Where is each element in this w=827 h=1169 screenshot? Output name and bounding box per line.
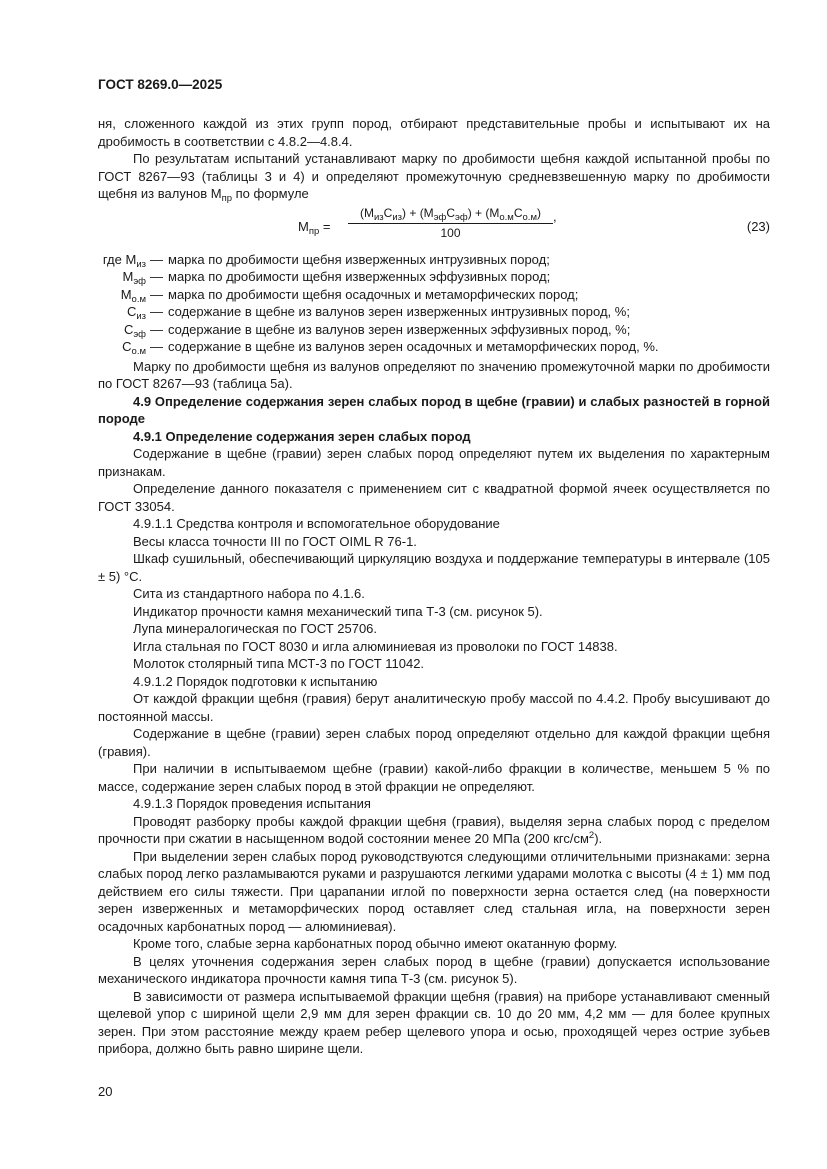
legend-dash: — xyxy=(150,269,163,284)
section-heading-4-9: 4.9 Определение содержания зерен слабых пород в щебне (гравии) и слабых разностей в горной породе xyxy=(98,393,770,426)
text: по формуле xyxy=(232,186,309,201)
formula-fraction xyxy=(348,205,553,243)
document-header: ГОСТ 8269.0—2025 xyxy=(98,77,223,92)
paragraph-intro: ня, сложенного каждой из этих групп пород, отбирают представительные пробы и испытывают их на дробимость в соответствии с 4.8.2—4.8.4. xyxy=(98,116,770,149)
legend-row xyxy=(98,338,770,356)
legend-text: марка по дробимости щебня изверженных интрузивных пород; xyxy=(168,251,550,267)
test-paragraph: В зависимости от размера испытываемой фракции щебня (гравия) на приборе устанавливают сменный щелевой упор с шириной щели 2,9 мм для зерен фракции св. 10 до 20 мм, 4,2 мм — для более крупных зерен. При этом расстояние между краем ребер щелевого упора и осью, проходящей через острие зубьев прибора, должно быть равно ширине щели. xyxy=(98,988,770,1056)
test-paragraph: При выделении зерен слабых пород руководствуются следующими отличительными признаками: зерна слабых пород легко разламываются руками и разрушаются легкими ударами молотка с высоты (4 ± 1) мм под действием его силы тяжести. При царапании иглой по поверхности зерна остается след (на поверхности зерен изверженных и метаморфических пород оставляет след стальная игла, на поверхности зерен осадочных карбонатных пород — алюминиевая). xyxy=(98,848,770,934)
paragraph-sieves: Определение данного показателя с применением сит с квадратной формой ячеек осуществляется по ГОСТ 33054. xyxy=(98,481,770,514)
legend-prefix: где xyxy=(102,251,122,267)
paragraph-content: Содержание в щебне (гравии) зерен слабых пород определяют путем их выделения по характерным признакам. xyxy=(98,446,770,479)
legend-row xyxy=(98,303,770,321)
formula-comma: , xyxy=(553,208,557,224)
legend-text: содержание в щебне из валунов зерен осадочных и метаморфических пород, %. xyxy=(168,339,659,354)
legend-row xyxy=(98,251,770,269)
preparation-paragraph: От каждой фракции щебня (гравия) берут аналитическую пробу массой по 4.4.2. Пробу высушивают до постоянной массы. xyxy=(98,691,770,724)
formula-numerator xyxy=(348,205,553,225)
equipment-item: Лупа минералогическая по ГОСТ 25706. xyxy=(133,621,378,636)
test-paragraph: Кроме того, слабые зерна карбонатных пород обычно имеют окатанную форму. xyxy=(133,936,618,951)
legend-text: марка по дробимости щебня осадочных и метаморфических пород; xyxy=(168,286,579,302)
text: ). xyxy=(594,831,603,846)
preparation-paragraph: При наличии в испытываемом щебне (гравии) какой-либо фракции в количестве, меньшем 5 % по массе, содержание зерен слабых пород в этой фракции не определяют. xyxy=(98,761,770,794)
subscript: из xyxy=(374,211,384,223)
formula-legend xyxy=(98,251,770,356)
preparation-paragraph: Содержание в щебне (гравии) зерен слабых пород определяют отдельно для каждой фракции щебня (гравия). xyxy=(98,726,770,759)
subsection-heading-4-9-1-2: 4.9.1.2 Порядок подготовки к испытанию xyxy=(133,673,378,689)
subscript: о.м xyxy=(522,211,537,223)
subscript: из xyxy=(392,211,403,223)
term: ) + (М xyxy=(402,205,434,220)
page-content xyxy=(98,115,770,1058)
paragraph-mark: Марку по дробимости щебня из валунов определяют по значению промежуточной марки по дробимости по ГОСТ 8267—93 (таблица 5а). xyxy=(98,358,770,391)
subscript: пр xyxy=(308,225,320,237)
legend-dash: — xyxy=(150,339,163,354)
formula-23 xyxy=(98,205,770,249)
subsection-heading-4-9-1-1: 4.9.1.1 Средства контроля и вспомогательное оборудование xyxy=(133,516,500,531)
equals-sign: = xyxy=(319,218,331,234)
paragraph-results xyxy=(98,150,770,203)
term: ) xyxy=(536,205,541,220)
legend-text: содержание в щебне из валунов зерен изверженных эффузивных пород, %; xyxy=(168,321,631,337)
page-number: 20 xyxy=(98,1084,113,1099)
subscript: пр xyxy=(221,193,233,204)
formula-denominator: 100 xyxy=(440,226,461,240)
subsection-heading-4-9-1-3: 4.9.1.3 Порядок проведения испытания xyxy=(133,796,371,811)
text: Проводят разборку пробы каждой фракции щебня (гравия), выделяя зерна слабых пород с пределом прочности при сжатии в насыщенном водой состоянии менее 20 МПа (200 кгс/см xyxy=(98,813,770,846)
text: По результатам испытаний устанавливают марку по дробимости щебня каждой испытанной пробы по ГОСТ 8267—93 (таблицы 3 и 4) и определяют промежуточную средневзвешенную марку по дробимости щебня из валунов М xyxy=(98,151,770,201)
legend-dash: — xyxy=(150,321,163,337)
subscript: эф xyxy=(433,211,447,223)
legend-symbol: $С_{о.м}$ xyxy=(122,339,146,357)
term: С xyxy=(513,205,523,220)
legend-symbol: $М_{эф}$ xyxy=(122,269,146,287)
subscript: эф xyxy=(455,211,468,223)
superscript: 2 xyxy=(588,830,595,841)
subscript: о.м xyxy=(499,211,514,223)
legend-symbol: $С_{эф}$ xyxy=(123,321,146,340)
formula-number: (23) xyxy=(746,218,770,234)
term: С xyxy=(383,205,393,220)
equipment-item: Шкаф сушильный, обеспечивающий циркуляцию воздуха и поддержание температуры в интервале (105 ± 5) °С. xyxy=(98,551,770,584)
equipment-item: Молоток столярный типа МСТ-3 по ГОСТ 11042. xyxy=(133,656,425,671)
term: (М xyxy=(360,205,374,220)
legend-row xyxy=(98,321,770,339)
legend-symbol: $М_{о.м}$ xyxy=(120,286,146,305)
legend-row xyxy=(98,286,770,304)
legend-text: содержание в щебне из валунов зерен изверженных интрузивных пород, %; xyxy=(168,304,630,319)
equipment-item: Игла стальная по ГОСТ 8030 и игла алюминиевая из проволоки по ГОСТ 14838. xyxy=(133,638,618,654)
section-heading-4-9-1: 4.9.1 Определение содержания зерен слабых пород xyxy=(133,428,471,444)
term: С xyxy=(446,205,456,220)
equipment-item: Сита из стандартного набора по 4.1.6. xyxy=(133,586,365,601)
legend-symbol: $С_{из}$ xyxy=(126,304,146,322)
legend-text: марка по дробимости щебня изверженных эффузивных пород; xyxy=(168,269,551,284)
legend-dash: — xyxy=(150,304,163,319)
term: ) + (М xyxy=(467,205,500,220)
equipment-item: Весы класса точности III по ГОСТ OIML R 76-1. xyxy=(133,533,417,549)
legend-row xyxy=(98,268,770,286)
formula-lhs xyxy=(298,218,331,236)
legend-dash: — xyxy=(150,286,163,302)
symbol: М xyxy=(298,218,309,234)
legend-dash: — xyxy=(150,251,163,267)
equipment-item: Индикатор прочности камня механический типа Т-3 (см. рисунок 5). xyxy=(133,603,543,619)
test-paragraph: В целях уточнения содержания зерен слабых пород в щебне (гравии) допускается использование механического индикатора прочности камня типа Т-3 (см. рисунок 5). xyxy=(98,953,770,986)
legend-symbol: где $М_{из}$ xyxy=(102,251,146,270)
test-paragraph xyxy=(98,813,770,848)
